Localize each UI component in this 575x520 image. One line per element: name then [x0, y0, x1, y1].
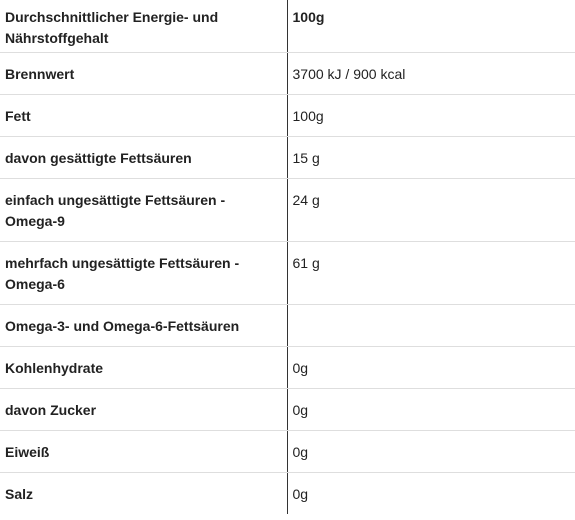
- nutrient-value: [287, 304, 575, 346]
- nutrient-value: 0g: [287, 472, 575, 514]
- table-header-row: [0, 0, 575, 52]
- nutrient-value: 0g: [287, 346, 575, 388]
- nutrient-name: einfach ungesättigte Fettsäuren - Omega-9: [0, 178, 287, 241]
- header-value-cell: 100g: [287, 0, 575, 52]
- nutrient-value: 3700 kJ / 900 kcal: [287, 52, 575, 94]
- table-row: [0, 178, 575, 241]
- nutrient-name: Omega-3- und Omega-6-Fettsäuren: [0, 304, 287, 346]
- table-row: [0, 94, 575, 136]
- table-row: [0, 388, 575, 430]
- nutrient-value: 100g: [287, 94, 575, 136]
- header-name-cell: Durchschnittlicher Energie- und Nährstoffgehalt: [0, 0, 287, 52]
- table-row: [0, 52, 575, 94]
- nutrient-name: Eiweiß: [0, 430, 287, 472]
- table-row: [0, 136, 575, 178]
- nutrient-name: davon Zucker: [0, 388, 287, 430]
- table-row: [0, 430, 575, 472]
- nutrient-name: mehrfach ungesättigte Fettsäuren - Omega-6: [0, 241, 287, 304]
- table-row: [0, 346, 575, 388]
- nutrient-name: Brennwert: [0, 52, 287, 94]
- table-row: [0, 304, 575, 346]
- nutrient-name: Fett: [0, 94, 287, 136]
- nutrient-value: 61 g: [287, 241, 575, 304]
- nutrient-name: Salz: [0, 472, 287, 514]
- nutrient-name: Kohlenhydrate: [0, 346, 287, 388]
- nutrient-name: davon gesättigte Fettsäuren: [0, 136, 287, 178]
- nutrient-value: 0g: [287, 388, 575, 430]
- table-row: [0, 472, 575, 514]
- nutrient-value: 24 g: [287, 178, 575, 241]
- nutrient-value: 15 g: [287, 136, 575, 178]
- nutrient-value: 0g: [287, 430, 575, 472]
- table-row: [0, 241, 575, 304]
